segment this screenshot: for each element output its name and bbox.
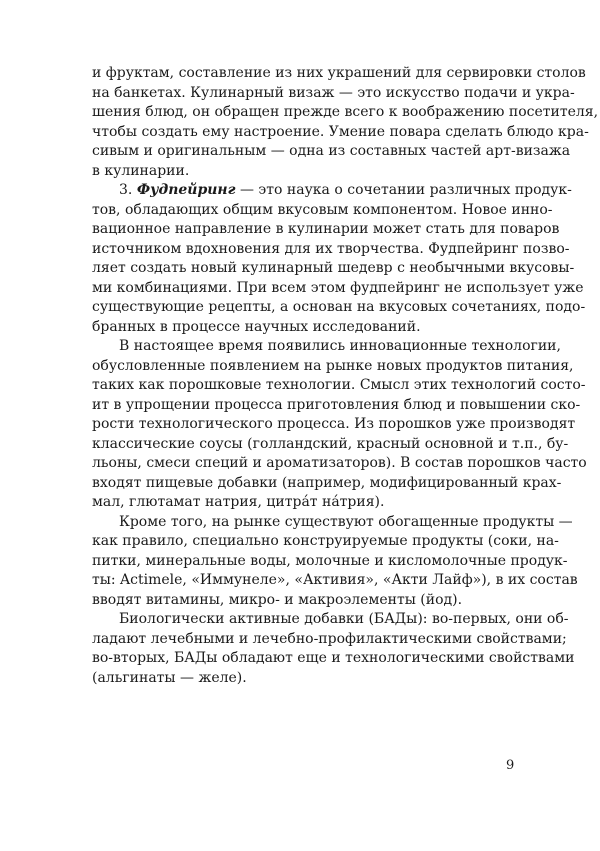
text-line: вационное направление в кулинарии может стать для поваров <box>92 221 560 237</box>
body-text <box>92 64 599 688</box>
text-line: мал, глютамат натрия, цитрáт нáтрия). <box>92 494 385 510</box>
text-line: питки, минеральные воды, молочные и кисломолочные продук- <box>92 552 568 569</box>
page-number: 9 <box>506 758 515 773</box>
text-line: ладают лечебными и лечебно-профилактическими свойствами; <box>92 630 567 647</box>
text-line: таких как порошковые технологии. Смысл этих технологий состо- <box>92 377 586 393</box>
text-line: на банкетах. Кулинарный визаж — это искусство подачи и укра- <box>92 84 575 101</box>
text-line: как правило, специально конструируемые продукты (соки, на- <box>92 533 559 549</box>
text-line: шения блюд, он обращен прежде всего к воображению посетителя, <box>92 104 599 120</box>
term-foodpairing: Фудпейринг <box>136 182 236 198</box>
text-line: ми комбинациями. При всем этом фудпейринг не использует уже <box>92 279 584 296</box>
text-line: существующие рецепты, а основан на вкусовых сочетаниях, подо- <box>92 299 586 315</box>
text-line <box>92 181 572 201</box>
text-line: источником вдохновения для их творчества. Фудпейринг позво- <box>92 240 570 257</box>
text-line: Биологически активные добавки (БАДы): во-первых, они об- <box>119 611 569 627</box>
list-number: 3. <box>119 182 137 198</box>
text-line: бранных в процессе научных исследований. <box>92 318 421 335</box>
text-line: льоны, смеси специй и ароматизаторов). В состав порошков часто <box>92 455 587 471</box>
text-line: (альгинаты — желе). <box>92 669 247 686</box>
text-line: классические соусы (голландский, красный основной и т.п., бу- <box>92 435 569 452</box>
text-line: обусловленные появлением на рынке новых продуктов питания, <box>92 357 574 374</box>
text-line: рости технологического процесса. Из порошков уже производят <box>92 416 576 432</box>
text-line: в кулинарии. <box>92 162 190 179</box>
text-line: во-вторых, БАДы обладают еще и технологическими свойствами <box>92 650 575 666</box>
text-line: входят пищевые добавки (например, модифицированный крах- <box>92 474 562 491</box>
text-line: Кроме того, на рынке существуют обогащенные продукты — <box>119 513 573 530</box>
text-line: ты: Actimele, «Иммунеле», «Активия», «Акти Лайф»), в их состав <box>92 572 578 588</box>
line-text: — это наука о сочетании различных продук- <box>235 182 572 198</box>
text-line: тов, обладающих общим вкусовым компонентом. Новое инно- <box>92 201 553 218</box>
text-line: вводят витамины, микро- и макроэлементы (йод). <box>92 591 463 608</box>
text-line: чтобы создать ему настроение. Умение повара сделать блюдо кра- <box>92 123 589 140</box>
text-line: и фруктам, составление из них украшений для сервировки столов <box>92 65 586 81</box>
text-line: ляет создать новый кулинарный шедевр с необычными вкусовы- <box>92 260 575 276</box>
text-line: сивым и оригинальным — одна из составных частей арт-визажа <box>92 143 571 159</box>
text-line: ит в упрощении процесса приготовления блюд и повышении ско- <box>92 396 581 413</box>
text-line: В настоящее время появились инновационные технологии, <box>119 338 561 354</box>
